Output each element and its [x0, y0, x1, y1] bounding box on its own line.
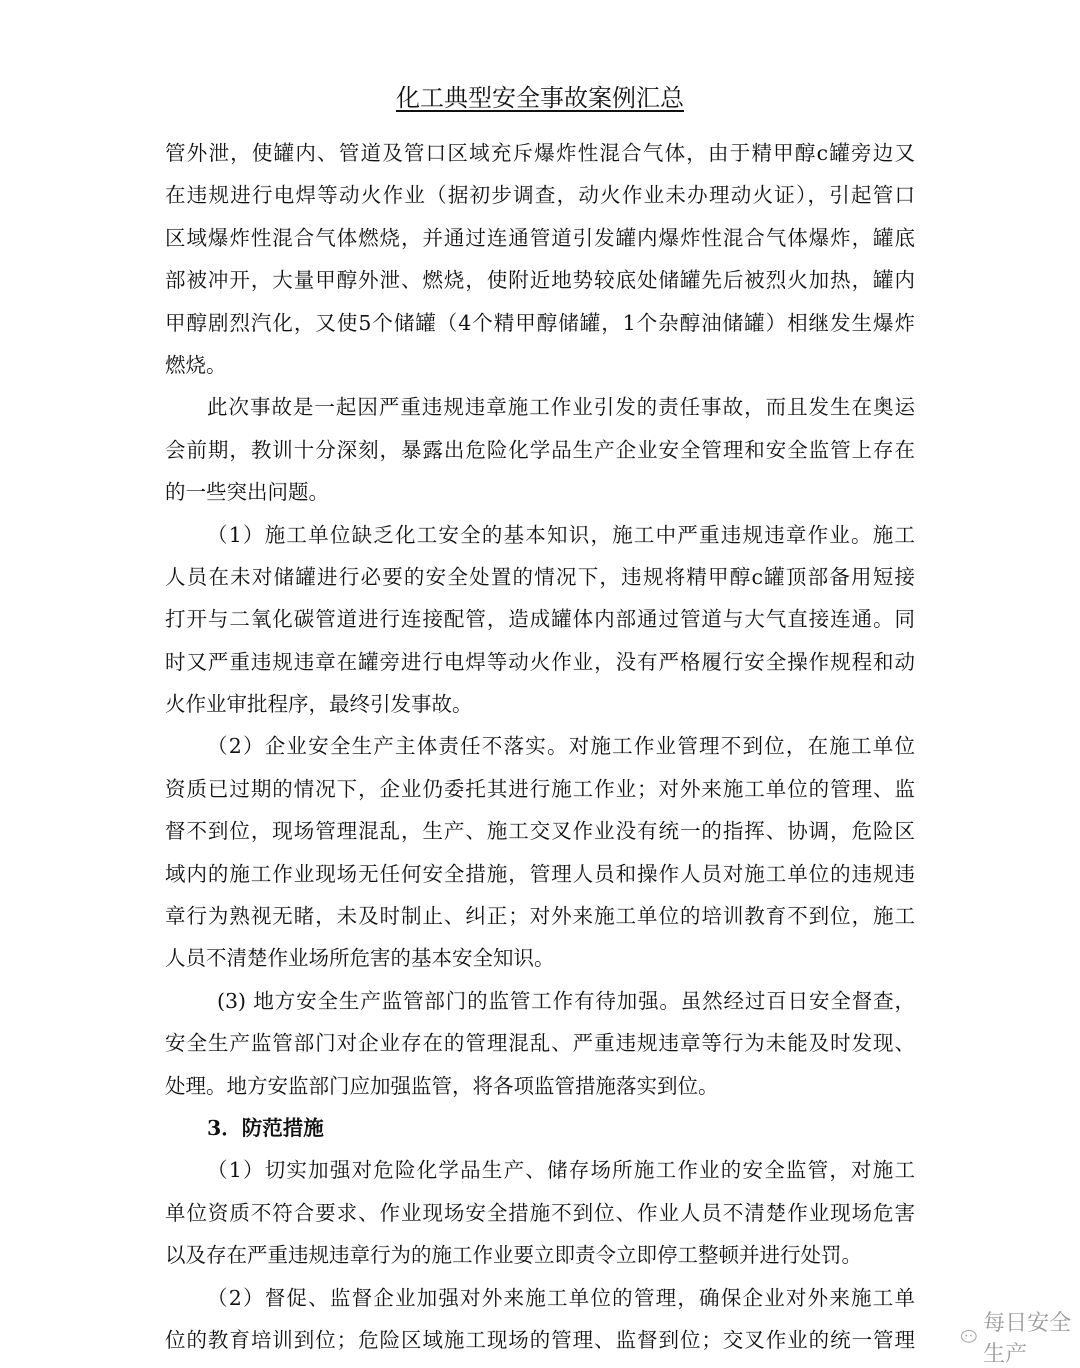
text-line: （1）施工单位缺乏化工安全的基本知识，施工中严重违规违章作业。施工	[207, 522, 915, 547]
document-body	[165, 132, 915, 1361]
text-line: 督不到位，现场管理混乱，生产、施工交叉作业没有统一的指挥、协调，危险区	[165, 819, 915, 844]
document-title: 化工典型安全事故案例汇总	[396, 84, 684, 112]
text-line: 人员不清楚作业场所危害的基本安全知识。	[165, 946, 555, 971]
text-line: 燃烧。	[165, 352, 227, 377]
text-line: 位的教育培训到位；危险区域施工现场的管理、监督到位；交叉作业的统一管理	[165, 1327, 915, 1352]
watermark-text: 每日安全生产	[983, 1311, 1072, 1367]
text-line: 资质已过期的情况下，企业仍委托其进行施工作业；对外来施工单位的管理、监	[165, 776, 915, 801]
text-line: 处理。地方安监部门应加强监管，将各项监管措施落实到位。	[165, 1073, 719, 1098]
text-line: （2）督促、监督企业加强对外来施工单位的管理，确保企业对外来施工单	[207, 1285, 915, 1310]
section-heading: 3．防范措施	[207, 1115, 324, 1140]
text-line: 此次事故是一起因严重违规违章施工作业引发的责任事故，而且发生在奥运	[207, 395, 915, 420]
text-line: 域内的施工作业现场无任何安全措施，管理人员和操作人员对施工单位的违规违	[165, 861, 915, 886]
text-line: 安全生产监管部门对企业存在的管理混乱、严重违规违章等行为未能及时发现、	[165, 1031, 915, 1056]
text-line: （2）企业安全生产主体责任不落实。对施工作业管理不到位，在施工单位	[207, 734, 915, 759]
text-line: 人员在未对储罐进行必要的安全处置的情况下，违规将精甲醇c罐顶部备用短接	[165, 564, 915, 589]
text-line: 火作业审批程序，最终引发事故。	[165, 692, 473, 717]
text-line: 区域爆炸性混合气体燃烧，并通过连通管道引发罐内爆炸性混合气体爆炸，罐底	[165, 225, 915, 250]
text-line: 章行为熟视无睹，未及时制止、纠正；对外来施工单位的培训教育不到位，施工	[165, 904, 915, 929]
text-line: 单位资质不符合要求、作业现场安全措施不到位、作业人员不清楚作业现场危害	[165, 1200, 915, 1225]
watermark	[960, 1306, 1080, 1368]
text-line: 会前期，教训十分深刻，暴露出危险化学品生产企业安全管理和安全监管上存在	[165, 437, 915, 462]
text-line: 打开与二氧化碳管道进行连接配管，造成罐体内部通过管道与大气直接连通。同	[165, 607, 915, 632]
text-line: 部被冲开，大量甲醇外泄、燃烧，使附近地势较底处储罐先后被烈火加热，罐内	[165, 268, 915, 293]
text-line: (3) 地方安全生产监管部门的监管工作有待加强。虽然经过百日安全督查，	[217, 988, 915, 1013]
text-line: 甲醇剧烈汽化，又使5个储罐（4个精甲醇储罐，1个杂醇油储罐）相继发生爆炸	[165, 310, 915, 335]
text-line: 时又严重违规违章在罐旁进行电焊等动火作业，没有严格履行安全操作规程和动	[165, 649, 915, 674]
text-line: 管外泄，使罐内、管道及管口区域充斥爆炸性混合气体，由于精甲醇c罐旁边又	[165, 141, 915, 165]
text-line: 的一些突出问题。	[165, 480, 329, 505]
wechat-icon	[960, 1325, 979, 1349]
text-line: 在违规进行电焊等动火作业（据初步调查，动火作业未办理动火证），引起管口	[165, 183, 915, 208]
text-line: 以及存在严重违规违章行为的施工作业要立即责令立即停工整顿并进行处罚。	[165, 1243, 862, 1268]
text-line: （1）切实加强对危险化学品生产、储存场所施工作业的安全监管，对施工	[207, 1158, 915, 1183]
